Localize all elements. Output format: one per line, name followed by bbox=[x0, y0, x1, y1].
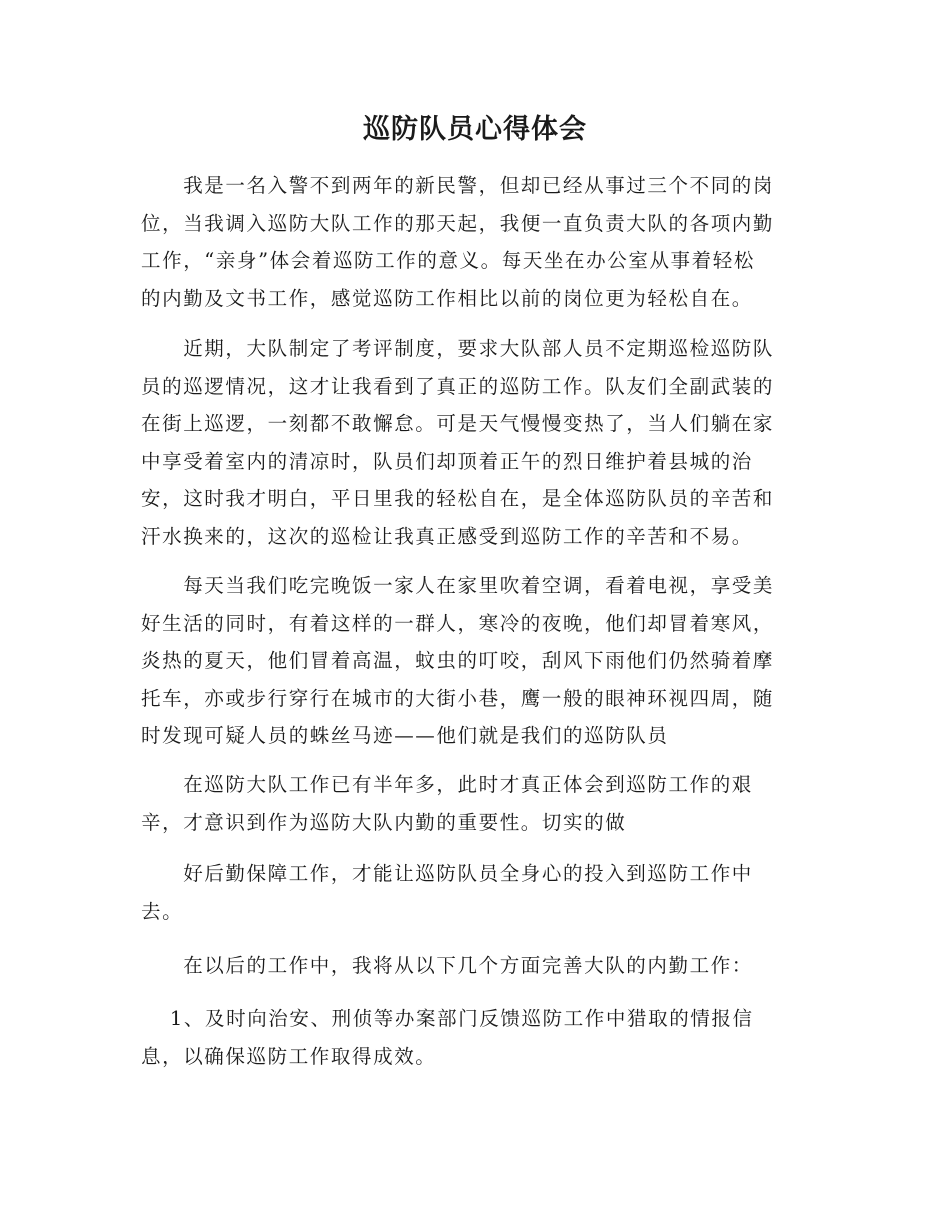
text-line: 员的巡逻情况，这才让我看到了真正的巡防工作。队友们全副武装的 bbox=[141, 374, 775, 398]
text-line: 我是一名入警不到两年的新民警，但却已经从事过三个不同的岗 bbox=[141, 174, 775, 197]
text-line: 安，这时我才明白，平日里我的轻松自在，是全体巡防队员的辛苦和 bbox=[141, 487, 775, 510]
text-line: 在以后的工作中，我将从以下几个方面完善大队的内勤工作： bbox=[141, 954, 753, 977]
text-line: 中享受着室内的清凉时，队员们却顶着正午的烈日维护着县城的治 bbox=[141, 449, 753, 473]
text-line: 在街上巡逻，一刻都不敢懈怠。可是天气慢慢变热了，当人们躺在家 bbox=[141, 412, 775, 435]
paragraph-4 bbox=[141, 766, 807, 841]
text-line: 汗水换来的，这次的巡检让我真正感受到巡防工作的辛苦和不易。 bbox=[141, 524, 753, 548]
paragraph-7 bbox=[141, 1000, 807, 1075]
paragraph-3 bbox=[141, 567, 807, 755]
text-line: 炎热的夏天，他们冒着高温，蚊虫的叮咬，刮风下雨他们仍然骑着摩 bbox=[141, 649, 775, 672]
text-line: 息，以确保巡防工作取得成效。 bbox=[141, 1044, 437, 1068]
paragraph-6 bbox=[141, 947, 807, 985]
paragraph-1 bbox=[141, 167, 807, 317]
text-line: 时发现可疑人员的蛛丝马迹——他们就是我们的巡防队员 bbox=[141, 724, 669, 747]
text-line: 在巡防大队工作已有半年多，此时才真正体会到巡防工作的艰 bbox=[141, 773, 753, 796]
paragraph-5 bbox=[141, 855, 807, 930]
text-line: 托车，亦或步行穿行在城市的大街小巷，鹰一般的眼神环视四周，随 bbox=[141, 686, 775, 710]
text-line: 每天当我们吃完晚饭一家人在家里吹着空调，看着电视，享受美 bbox=[141, 574, 775, 597]
text-line: 工作，“亲身”体会着巡防工作的意义。每天坐在办公室从事着轻松 bbox=[141, 249, 755, 272]
text-line: 去。 bbox=[141, 899, 184, 923]
text-line: 的内勤及文书工作，感觉巡防工作相比以前的岗位更为轻松自在。 bbox=[141, 286, 753, 310]
text-line: 好后勤保障工作，才能让巡防队员全身心的投入到巡防工作中 bbox=[141, 862, 753, 885]
document-title: 巡防队员心得体会 bbox=[363, 114, 587, 145]
text-line: 近期，大队制定了考评制度，要求大队部人员不定期巡检巡防队 bbox=[141, 337, 775, 360]
text-line: 位，当我调入巡防大队工作的那天起，我便一直负责大队的各项内勤 bbox=[141, 211, 775, 235]
text-line: 1、及时向治安、刑侦等办案部门反馈巡防工作中猎取的情报信 bbox=[141, 1007, 754, 1030]
text-line: 辛，才意识到作为巡防大队内勤的重要性。切实的做 bbox=[141, 810, 627, 834]
text-line: 好生活的同时，有着这样的一群人，寒冷的夜晚，他们却冒着寒风， bbox=[141, 611, 775, 635]
paragraph-2 bbox=[141, 330, 807, 555]
